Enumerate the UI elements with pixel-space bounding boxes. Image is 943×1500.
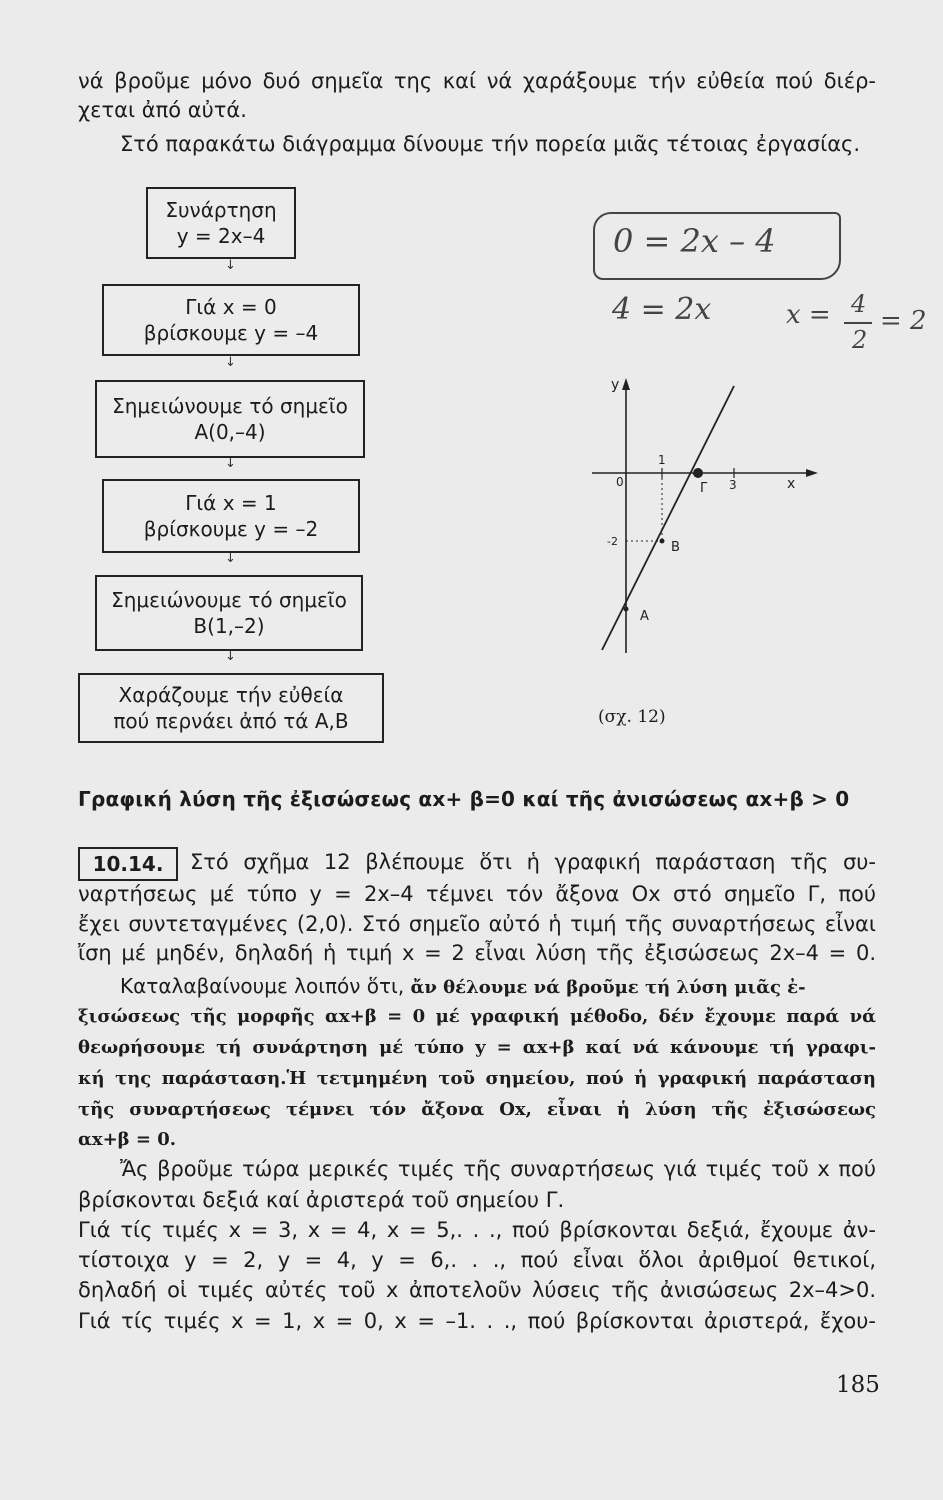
intro-line-1: νά βροῦμε μόνο δυό σημεῖα της καί νά χαράξουμε τήν εὐθεία πού διέρ- <box>78 69 876 93</box>
flow-box-x0-line1: Γιά x = 0 <box>185 295 277 319</box>
flow-box-point-b <box>95 575 363 651</box>
flow-box-x0-line2: βρίσκουμε y = –4 <box>143 321 319 345</box>
section-number: 10.14. <box>78 847 178 881</box>
y-axis-arrow <box>622 378 630 390</box>
flow-arrow-2: ↓ <box>225 355 236 370</box>
paragraph2-line5: τῆς συναρτήσεως τέμνει τόν ἄξονα Ox, εἶναι ἡ λύση τῆς ἐξισώσεως <box>78 1099 876 1120</box>
handwritten-fraction-denominator: 2 <box>852 326 868 354</box>
section-heading: Γραφική λύση τῆς ἐξισώσεως αx+ β=0 καί τῆς ἀνισώσεως αx+β > 0 <box>78 787 850 811</box>
flow-box-x1-line1: Γιά x = 1 <box>185 491 277 515</box>
flow-box-point-b-line1: Σημειώνουμε τό σημεῖο <box>111 588 347 612</box>
paragraph3-line1: Ἄς βροῦμε τώρα μερικές τιμές τῆς συναρτήσεως γιά τιμές τοῦ x πού <box>120 1157 876 1181</box>
point-b-label: B <box>671 540 680 555</box>
page-number: 185 <box>836 1372 880 1398</box>
y-axis-label: y <box>611 377 620 393</box>
paragraph3-line4: τίστοιχα y = 2, y = 4, y = 6,. . ., πού εἶναι ὅλοι ἀριθμοί θετικοί, <box>78 1248 876 1272</box>
flow-box-draw-line-line2: πού περνάει ἀπό τά A,B <box>113 709 349 733</box>
flow-box-point-b-line2: B(1,–2) <box>193 614 265 638</box>
flow-box-draw-line <box>78 673 384 743</box>
paragraph2-line6: αx+β = 0. <box>78 1129 177 1150</box>
flow-box-function-line1: Συνάρτηση <box>165 198 277 222</box>
flow-box-draw-line-line1: Χαράζουμε τήν εὐθεία <box>118 683 344 707</box>
point-gamma-label: Γ <box>700 481 708 496</box>
flow-box-point-a <box>95 380 365 458</box>
point-b-dot <box>660 539 665 544</box>
y-tick-minus2-label: -2 <box>607 535 618 548</box>
handwritten-fraction-numerator: 4 <box>851 290 867 318</box>
paragraph2-line1-normal: Καταλαβαίνουμε λοιπόν ὅτι, <box>120 974 411 998</box>
flow-box-x1 <box>102 479 360 553</box>
handwritten-line-text: 4 = 2x <box>612 292 712 327</box>
point-a-label: A <box>640 609 649 624</box>
x-tick-1-label: 1 <box>658 453 666 467</box>
flow-box-function-line2: y = 2x–4 <box>176 224 266 248</box>
flow-arrow-3: ↓ <box>225 456 236 471</box>
handwritten-fraction-left: x = <box>786 300 831 330</box>
paragraph2-line2: ξισώσεως τῆς μορφῆς αx+β = 0 μέ γραφική μέθοδο, δέν ἔχουμε παρά νά <box>78 1006 876 1027</box>
paragraph3-line6: Γιά τίς τιμές x = 1, x = 0, x = –1. . ., πού βρίσκονται ἀριστερά, ἔχου- <box>78 1309 876 1333</box>
paragraph3-line3: Γιά τίς τιμές x = 3, x = 4, x = 5,. . ., πού βρίσκονται δεξιά, ἔχουμε ἀν- <box>78 1218 876 1242</box>
paragraph2-line3: θεωρήσουμε τή συνάρτηση μέ τύπο y = αx+β καί νά κάνουμε τή γραφι- <box>78 1037 876 1058</box>
paragraph3-line2: βρίσκονται δεξιά καί ἀριστερά τοῦ σημείου Γ. <box>78 1188 565 1212</box>
flow-box-x0 <box>102 284 360 356</box>
intro-line-3: Στό παρακάτω διάγραμμα δίνουμε τήν πορεία μιᾶς τέτοιας ἐργασίας. <box>120 132 861 156</box>
flow-box-point-a-line2: A(0,–4) <box>194 420 266 444</box>
intro-line-2: χεται ἀπό αὐτά. <box>78 98 247 122</box>
handwritten-equals-two: = 2 <box>880 306 927 336</box>
paragraph1-line2: ναρτήσεως μέ τύπο y = 2x–4 τέμνει τόν ἄξονα Ox στό σημεῖο Γ, πού <box>78 882 876 906</box>
handwritten-fraction-bar <box>844 322 872 324</box>
flow-arrow-4: ↓ <box>225 551 236 566</box>
flow-box-point-a-line1: Σημειώνουμε τό σημεῖο <box>112 394 348 418</box>
figure-caption: (σχ. 12) <box>598 707 666 727</box>
paragraph1-line4: ἴση μέ μηδέν, δηλαδή ἡ τιμή x = 2 εἶναι λύση τῆς ἐξισώσεως 2x–4 = 0. <box>78 941 876 965</box>
paragraph3-line5: δηλαδή οἱ τιμές αὐτές τοῦ x ἀποτελοῦν λύσεις τῆς ἀνισώσεως 2x–4>0. <box>78 1278 876 1302</box>
x-axis-label: x <box>787 476 796 492</box>
point-gamma-dot <box>693 468 703 478</box>
origin-label: 0 <box>616 475 624 489</box>
graph-figure-12 <box>578 368 823 658</box>
function-line-y-2x-4 <box>602 386 734 650</box>
x-tick-3-label: 3 <box>729 478 737 492</box>
flow-arrow-5: ↓ <box>225 649 236 664</box>
paragraph2-line4: κή της παράσταση.Ἡ τετμημένη τοῦ σημείου, πού ἡ γραφική παράσταση <box>78 1068 876 1089</box>
x-axis-arrow <box>806 469 818 477</box>
paragraph2-line1-bold: ἄν θέλουμε νά βροῦμε τή λύση μιᾶς ἐ- <box>410 977 806 998</box>
paragraph1-line3: ἔχει συντεταγμένες (2,0). Στό σημεῖο αὐτό ἡ τιμή τῆς συναρτήσεως εἶναι <box>78 912 876 936</box>
flow-arrow-1: ↓ <box>225 258 236 273</box>
handwritten-box-text: 0 = 2x – 4 <box>613 222 776 260</box>
flow-box-x1-line2: βρίσκουμε y = –2 <box>143 517 319 541</box>
point-a-dot <box>624 607 629 612</box>
flow-box-function <box>146 187 296 259</box>
paragraph1-line1: Στό σχῆμα 12 βλέπουμε ὅτι ἡ γραφική παράσταση τῆς συ- <box>190 850 876 874</box>
paragraph2-line1 <box>120 973 876 1001</box>
